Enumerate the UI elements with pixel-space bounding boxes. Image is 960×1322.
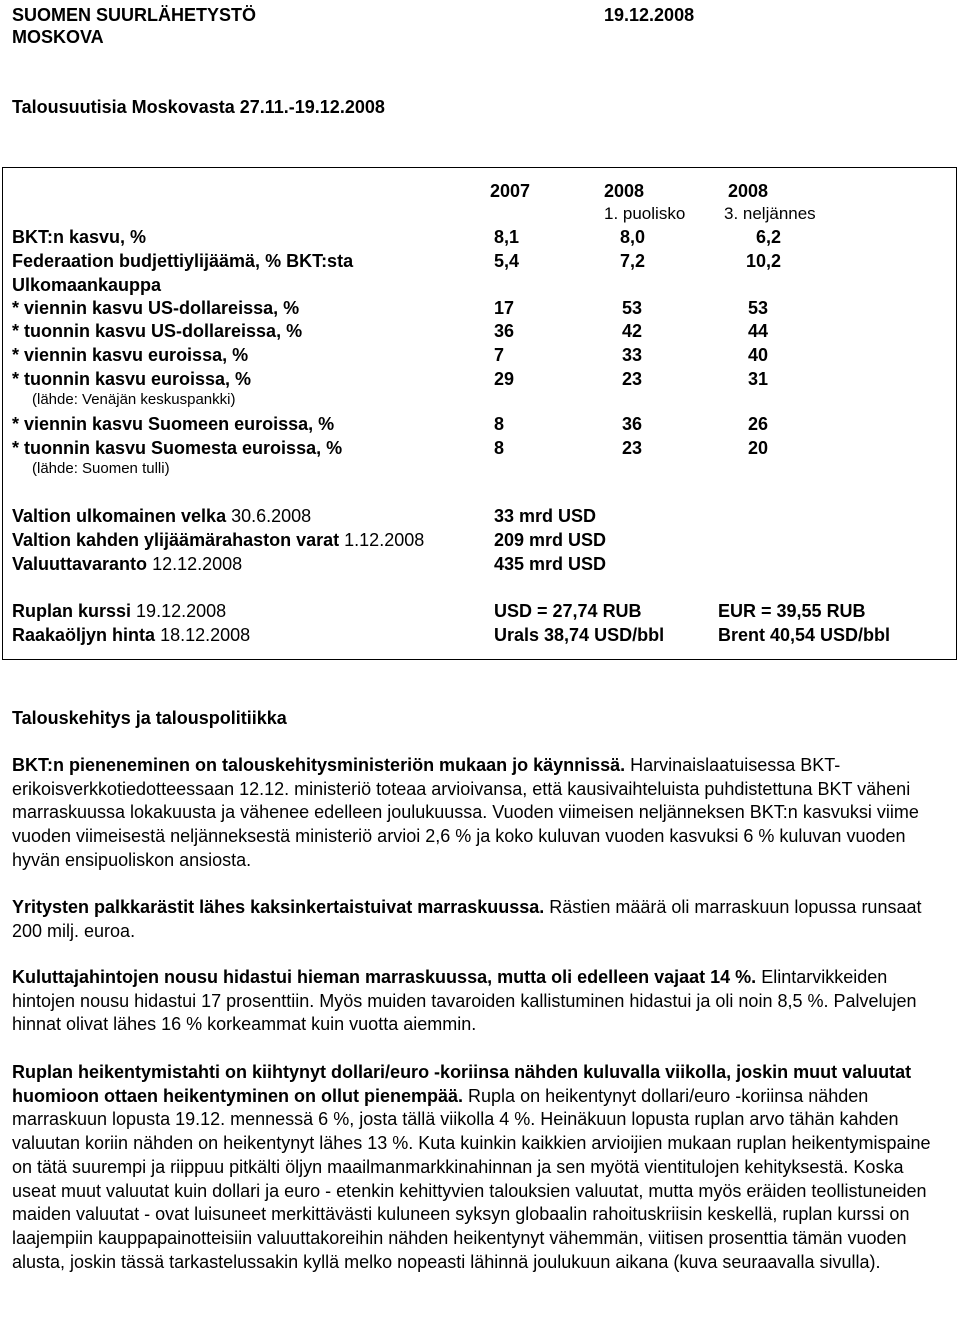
paragraph-text: Harvinaislaatuisessa BKT-erikoisverkkotiedotteessaan 12.12. ministeriö toteaa arvioivansa, että kausivaihteluista puhdistettuna BKT väheni marraskuussa lokakuusta ja vähenee edelleen joulukuussa. Vuoden viimeisen neljänneksen BKT:n kasvuksi viime vuoden viimeisestä neljänneksestä ministeriö arvioi 2,6 % ja koko kuluvan vuoden kasvuksi 6 % kuluvan vuoden hyvän ensipuoliskon ansiosta. xyxy=(12,755,919,870)
table-row-label: * viennin kasvu euroissa, % xyxy=(12,345,249,365)
table-cell: 53 xyxy=(622,298,643,318)
paragraph xyxy=(12,754,932,873)
table-cell: 53 xyxy=(748,298,769,318)
table-cell: 10,2 xyxy=(746,251,782,271)
debt-row-label: Valuuttavaranto 12.12.2008 xyxy=(12,554,243,574)
table-row-label: * viennin kasvu US-dollareissa, % xyxy=(12,298,300,318)
paragraph-lead: BKT:n pieneneminen on talouskehitysministeriön mukaan jo käynnissä. xyxy=(12,755,626,775)
table-cell: 17 xyxy=(494,298,515,318)
table-row-label: BKT:n kasvu, % xyxy=(12,227,147,247)
table-row-label: * tuonnin kasvu euroissa, % xyxy=(12,369,252,389)
table-row-label: * tuonnin kasvu US-dollareissa, % xyxy=(12,321,303,341)
paragraph-lead: Kuluttajahintojen nousu hidastui hieman marraskuussa, mutta oli edelleen vajaat 14 %. xyxy=(12,967,757,987)
table-cell: 40 xyxy=(748,345,769,365)
col-header-2007: 2007 xyxy=(490,181,531,201)
rate-value-usd: USD = 27,74 RUB xyxy=(494,601,642,621)
col-header-2008-q3: 2008 xyxy=(728,181,769,201)
table-cell: 26 xyxy=(748,414,769,434)
col-subheader-h1: 1. puolisko xyxy=(604,204,686,223)
table-section-label: Ulkomaankauppa xyxy=(12,275,162,295)
table-cell: 20 xyxy=(748,438,769,458)
debt-row-label: Valtion kahden ylijäämärahaston varat 1.12.2008 xyxy=(12,530,425,550)
table-cell: 23 xyxy=(622,369,643,389)
table-cell: 23 xyxy=(622,438,643,458)
table-source-note: (lähde: Suomen tulli) xyxy=(32,460,170,477)
paragraph-text: Elintarvikkeiden hintojen nousu hidastui 17 prosenttiin. Myös muiden tavaroiden kallistuminen hidastui ja oli noin 8,5 %. Palvelujen hinnat olivat lähes 16 % korkeammat kuin vuotta aiemmin. xyxy=(12,967,917,1035)
embassy-name: SUOMEN SUURLÄHETYSTÖ xyxy=(12,5,257,25)
section-title: Talouskehitys ja talouspolitiikka xyxy=(12,708,287,728)
table-row-label: Federaation budjettiylijäämä, % BKT:sta xyxy=(12,251,354,271)
debt-row-value: 209 mrd USD xyxy=(494,530,607,550)
oil-value-urals: Urals 38,74 USD/bbl xyxy=(494,625,665,645)
col-header-2008-h1: 2008 xyxy=(604,181,645,201)
table-cell: 44 xyxy=(748,321,769,341)
table-cell: 7 xyxy=(494,345,505,365)
paragraph xyxy=(12,1061,932,1274)
debt-row-label: Valtion ulkomainen velka 30.6.2008 xyxy=(12,506,312,526)
table-cell: 8,1 xyxy=(494,227,520,247)
table-cell: 5,4 xyxy=(494,251,520,271)
rate-row-label: Raakaöljyn hinta 18.12.2008 xyxy=(12,625,251,645)
table-cell: 42 xyxy=(622,321,643,341)
table-cell: 8 xyxy=(494,438,505,458)
table-cell: 29 xyxy=(494,369,515,389)
table-row-label: * viennin kasvu Suomeen euroissa, % xyxy=(12,414,335,434)
table-cell: 31 xyxy=(748,369,769,389)
table-cell: 36 xyxy=(494,321,515,341)
paragraph xyxy=(12,966,932,1037)
paragraph-lead: Ruplan heikentymistahti on kiihtynyt dollari/euro -koriinsa nähden kuluvalla viikolla, joskin muut valuutat huomioon ottaen heikentyminen on ollut pienempää. xyxy=(12,1062,912,1106)
table-cell: 6,2 xyxy=(756,227,782,247)
paragraph-lead: Yritysten palkkarästit lähes kaksinkertaistuivat marraskuussa. xyxy=(12,897,545,917)
embassy-city: MOSKOVA xyxy=(12,27,104,47)
document-date: 19.12.2008 xyxy=(604,5,695,25)
table-source-note: (lähde: Venäjän keskuspankki) xyxy=(32,391,236,408)
table-cell: 7,2 xyxy=(620,251,646,271)
table-row-label: * tuonnin kasvu Suomesta euroissa, % xyxy=(12,438,343,458)
table-cell: 33 xyxy=(622,345,643,365)
debt-row-value: 435 mrd USD xyxy=(494,554,607,574)
document-title: Talousuutisia Moskovasta 27.11.-19.12.2008 xyxy=(12,97,385,117)
oil-value-brent: Brent 40,54 USD/bbl xyxy=(718,625,891,645)
col-subheader-q3: 3. neljännes xyxy=(724,204,816,223)
table-cell: 36 xyxy=(622,414,643,434)
paragraph-text: Rupla on heikentynyt dollari/euro -koriinsa nähden marraskuun lopusta 19.12. mennessä 6 %, josta tällä viikolla 4 %. Heinäkuun lopusta ruplan arvo tähän kahden valuutan koriin nähden on heikentynyt lähes 13 %. Kuta kuinkin kaikkien arvioijien mukaan ruplan heikentymispaine on tätä suurempi ja riippuu pitkälti öljyn maailmanmarkkinahinnan ja sen myötä vientitulojen kehityksestä. Koska useat muut valuutat kuin dollari ja euro - etenkin kehittyvien talouksien valuutat, mutta myös eräiden teollistuneiden maiden valuutat - ovat luisuneet merkittävästi kuluneen syksyn globaalin rahoituskriisin keskellä, ruplan kurssi on laajempiin kauppapainotteisiin valuuttakoreihin nähden heikentynyt vähemmän, viitisen prosenttia tämän vuoden alusta, joskin tässä tarkastelussakin kyllä melko nopeasti lähinnä joulukuun aikana (kuva seuraavalla sivulla). xyxy=(12,1085,931,1272)
rate-row-label: Ruplan kurssi 19.12.2008 xyxy=(12,601,227,621)
rate-value-eur: EUR = 39,55 RUB xyxy=(718,601,866,621)
table-cell: 8,0 xyxy=(620,227,646,247)
table-cell: 8 xyxy=(494,414,505,434)
paragraph xyxy=(12,896,932,943)
debt-row-value: 33 mrd USD xyxy=(494,506,597,526)
paragraph-text: Rästien määrä oli marraskuun lopussa runsaat 200 milj. euroa. xyxy=(12,897,922,941)
